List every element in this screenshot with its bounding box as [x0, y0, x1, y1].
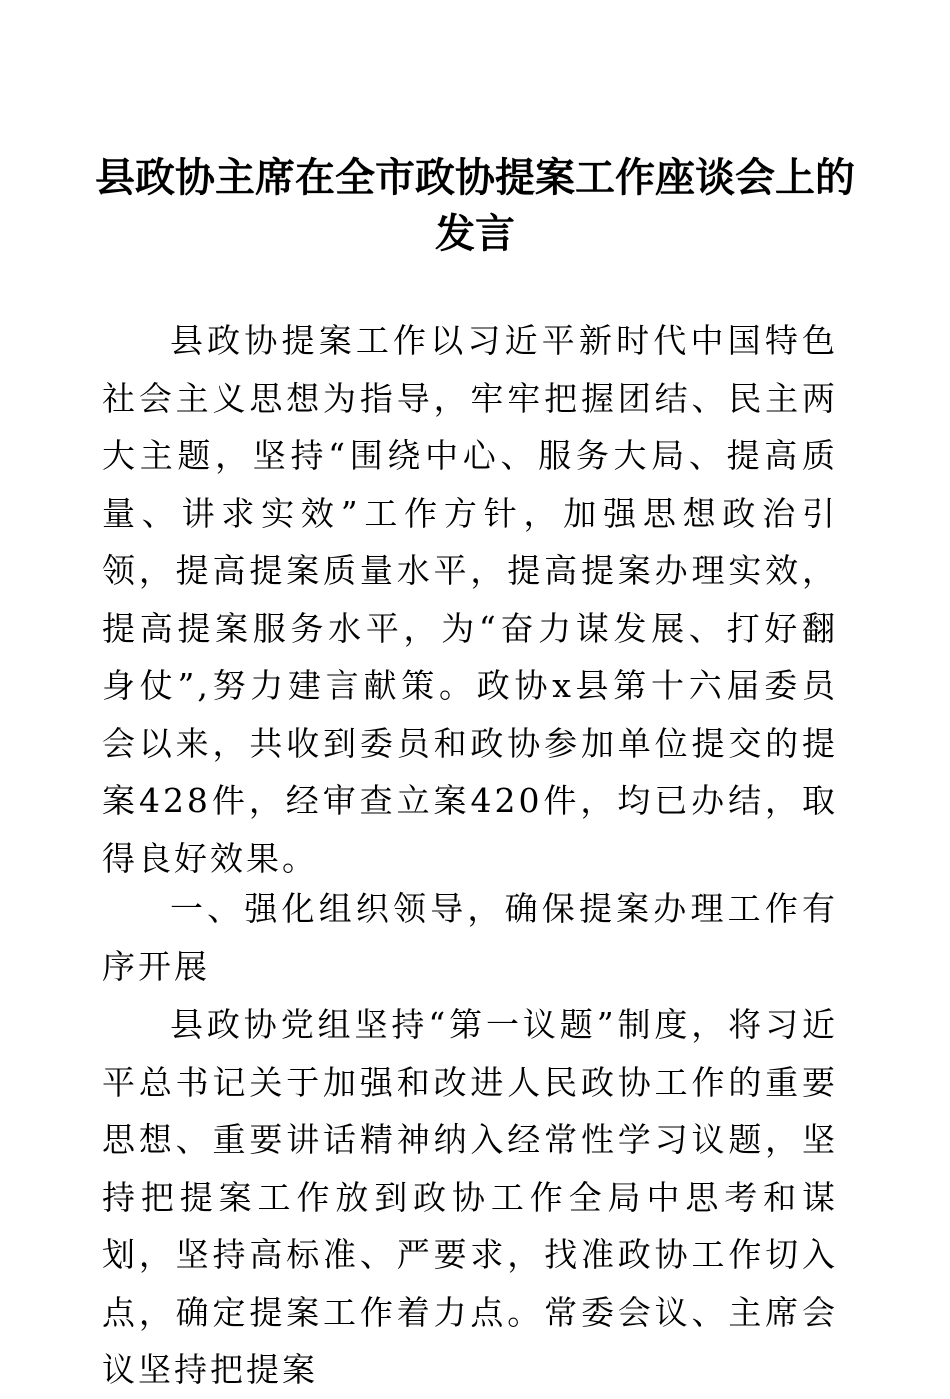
body-paragraph-intro: 县政协提案工作以习近平新时代中国特色社会主义思想为指导，牢牢把握团结、民主两大主题，坚持“围绕中心、服务大局、提高质量、讲求实效”工作方针，加强思想政治引领，提高提案质量水平，提高提案办理实效，提高提案服务水平，为“奋力谋发展、打好翻身仗”,努力建言献策。政协x县第十六届委员会以来，共收到委员和政协参加单位提交的提案428件，经审查立案420件，均已办结，取得良好效果。 — [102, 321, 838, 878]
section-heading: 一、强化组织领导，确保提案办理工作有序开展 — [102, 889, 838, 986]
document-title: 县政协主席在全市政协提案工作座谈会上的发言 — [95, 154, 855, 257]
body-paragraph-section-1: 县政协党组坚持“第一议题”制度，将习近平总书记关于加强和改进人民政协工作的重要思想、重要讲话精神纳入经常性学习议题，坚持把提案工作放到政协工作全局中思考和谋划，坚持高标准、严要求，找准政协工作切入点，确定提案工作着力点。常委会议、主席会议坚持把提案 — [102, 1005, 838, 1389]
